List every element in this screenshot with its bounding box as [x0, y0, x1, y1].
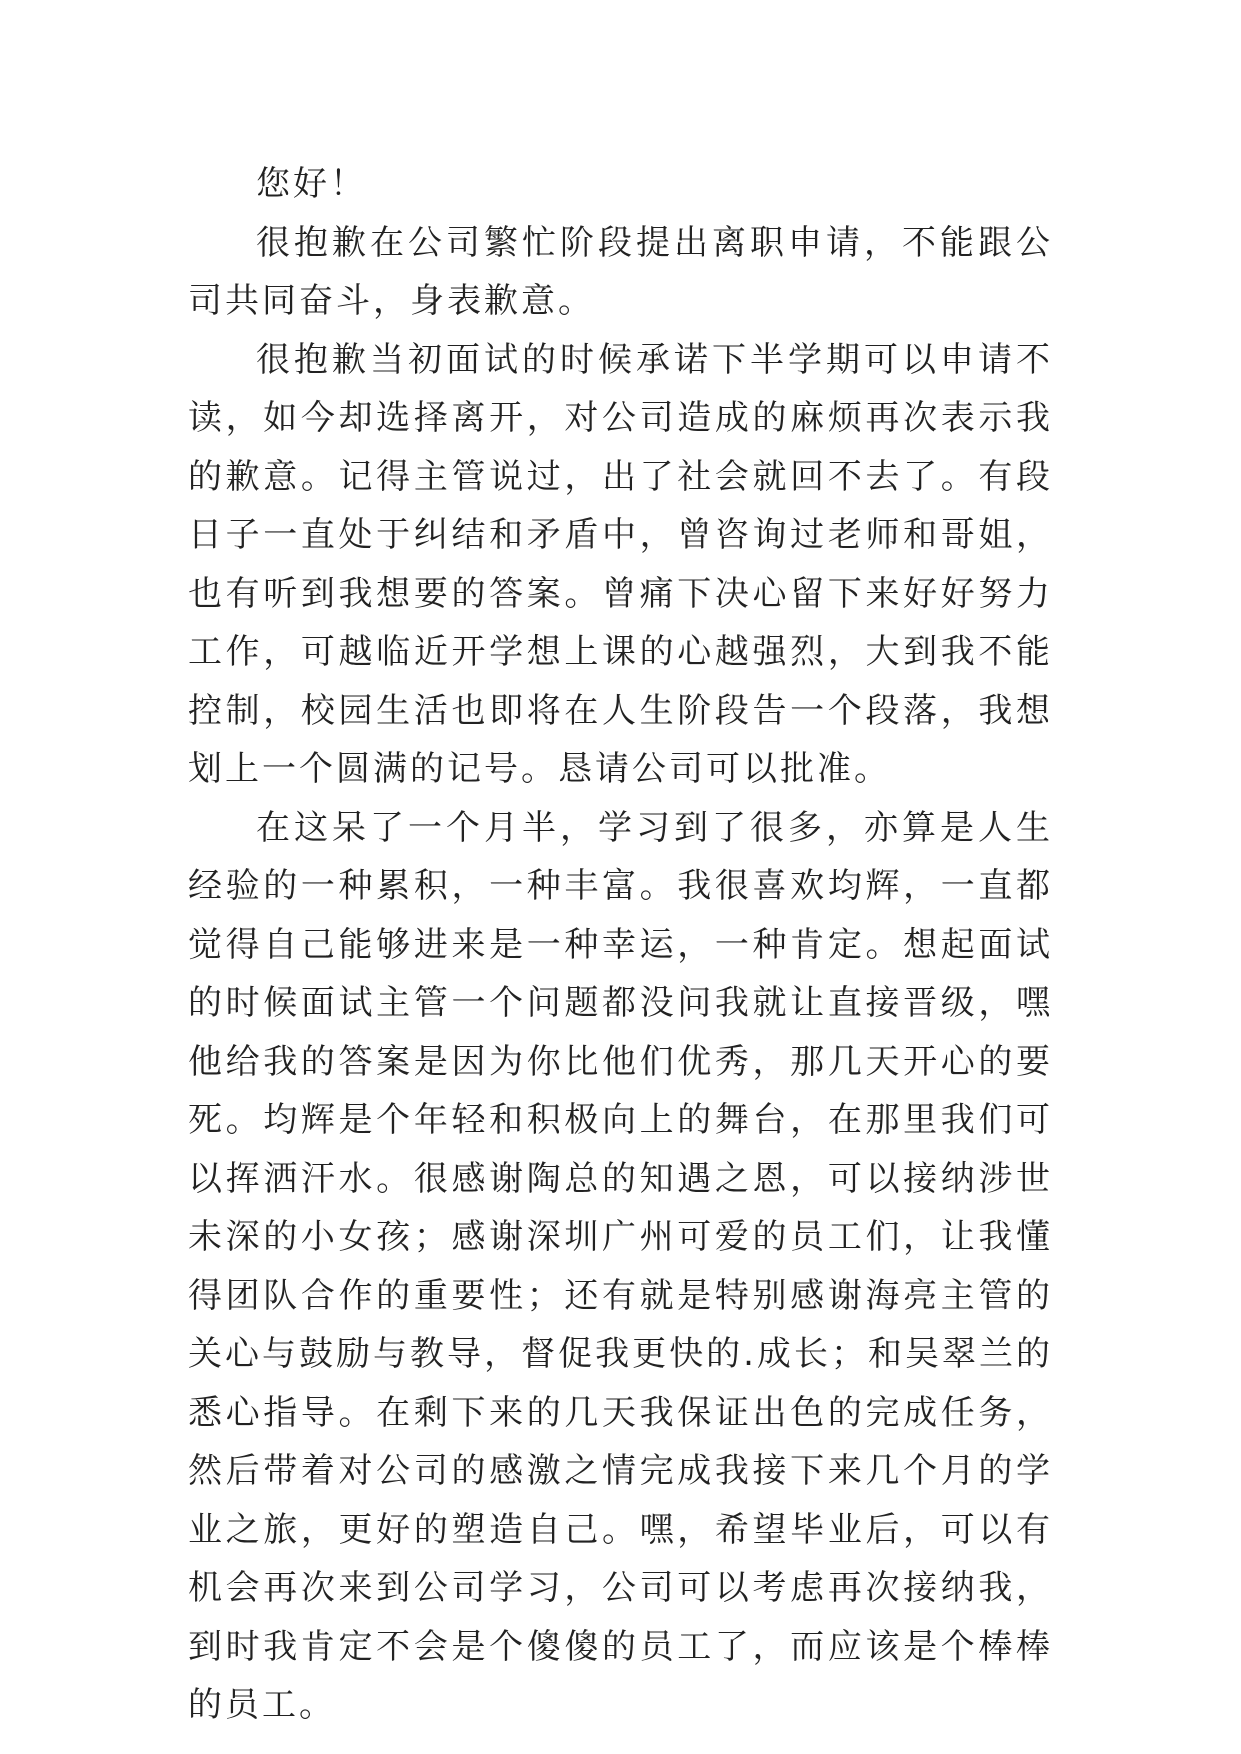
paragraph-reason: 很抱歉当初面试的时候承诺下半学期可以申请不读，如今却选择离开，对公司造成的麻烦再次表示我的歉意。记得主管说过，出了社会就回不去了。有段日子一直处于纠结和矛盾中，曾咨询过老师和哥姐，也有听到我想要的答案。曾痛下决心留下来好好努力工作，可越临近开学想上课的心越强烈，大到我不能控制，校园生活也即将在人生阶段告一个段落，我想划上一个圆满的记号。恳请公司可以批准。	[188, 339, 1053, 789]
greeting: 您好！	[256, 164, 367, 204]
paragraph-gratitude: 在这呆了一个月半，学习到了很多，亦算是人生经验的一种累积，一种丰富。我很喜欢均辉，一直都觉得自己能够进来是一种幸运，一种肯定。想起面试的时候面试主管一个问题都没问我就让直接晋级，嘿他给我的答案是因为你比他们优秀，那几天开心的要死。均辉是个年轻和积极向上的舞台，在那里我们可以挥洒汗水。很感谢陶总的知遇之恩，可以接纳涉世未深的小女孩；感谢深圳广州可爱的员工们，让我懂得团队合作的重要性；还有就是特别感谢海亮主管的关心与鼓励与教导，督促我更快的.成长；和吴翠兰的悉心指导。在剩下来的几天我保证出色的完成任务，然后带着对公司的感激之情完成我接下来几个月的学业之旅，更好的塑造自己。嘿，希望毕业后，可以有机会再次来到公司学习，公司可以考虑再次接纳我，到时我肯定不会是个傻傻的员工了，而应该是个棒棒的员工。	[188, 807, 1053, 1725]
paragraph-apology: 很抱歉在公司繁忙阶段提出离职申请，不能跟公司共同奋斗，身表歉意。	[188, 222, 1053, 321]
letter-body	[188, 155, 1053, 1735]
